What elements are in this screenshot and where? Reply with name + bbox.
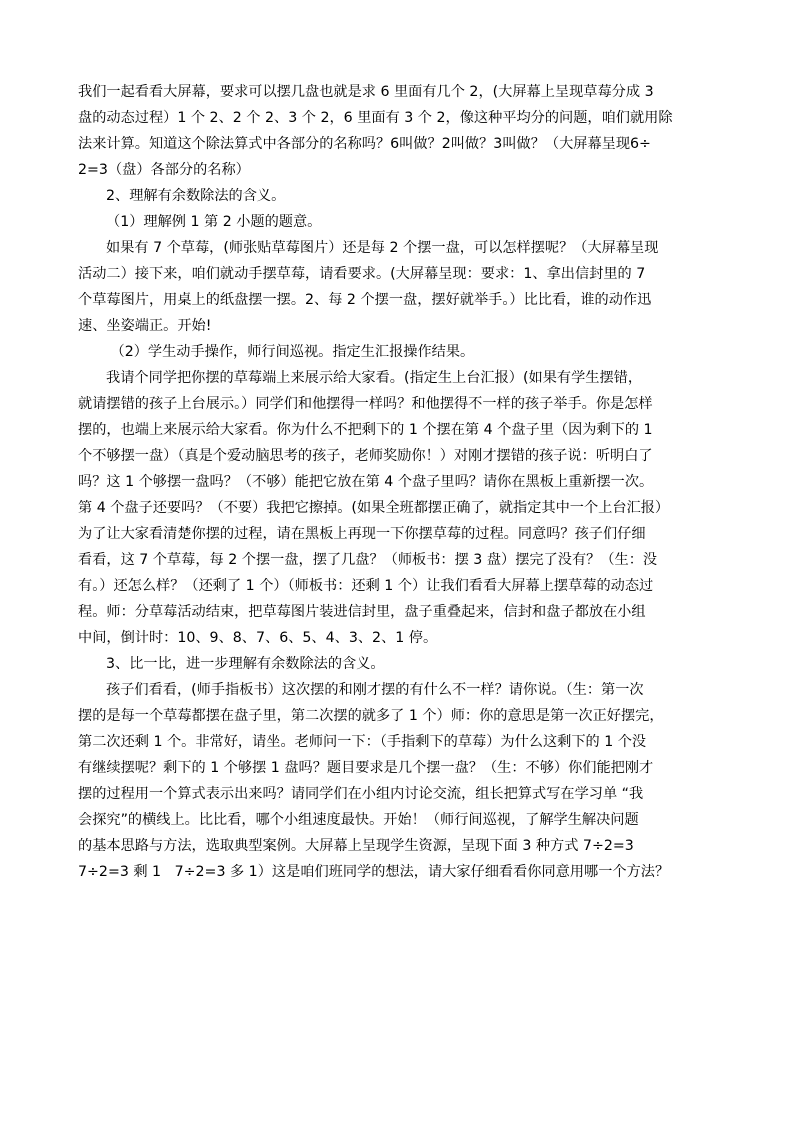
paragraph-line: 我请个同学把你摆的草莓端上来展示给大家看。(指定生上台汇报）(如果有学生摆错， [106, 370, 643, 386]
paragraph-line: 我们一起看看大屏幕，要求可以摆几盘也就是求 6 里面有几个 2，(大屏幕上呈现草莓分成 3 [78, 84, 654, 100]
paragraph-line: 第 4 个盘子还要吗？（不要）我把它擦掉。(如果全班都摆正确了，就指定其中一个上台汇报） [78, 500, 670, 516]
paragraph-line: 如果有 7 个草莓，(师张贴草莓图片）还是每 2 个摆一盘，可以怎样摆呢？（大屏幕呈现 [106, 240, 659, 256]
paragraph-line: 个草莓图片，用桌上的纸盘摆一摆。2、每 2 个摆一盘，摆好就举手。）比比看，谁的动作迅 [78, 292, 652, 308]
paragraph-line: 个不够摆一盘）（真是个爱动脑思考的孩子，老师奖励你！）对刚才摆错的孩子说：听明白了 [78, 448, 653, 464]
paragraph-line: 会探究”的横线上。比比看，哪个小组速度最快。开始！（师行间巡视，了解学生解决问题 [78, 812, 639, 828]
paragraph-line: 活动二）接下来，咱们就动手摆草莓，请看要求。(大屏幕呈现：要求：1、拿出信封里的 7 [78, 266, 646, 282]
paragraph-line: 3、比一比，进一步理解有余数除法的含义。 [106, 656, 385, 672]
paragraph-line: 就请摆错的孩子上台展示。）同学们和他摆得一样吗？和他摆得不一样的孩子举手。你是怎样 [78, 396, 653, 412]
paragraph-line: 摆的过程用一个算式表示出来吗？请同学们在小组内讨论交流，组长把算式写在学习单 “我 [78, 786, 644, 802]
paragraph-line: 的基本思路与方法，选取典型案例。大屏幕上呈现学生资源，呈现下面 3 种方式 7÷2=3 [78, 838, 634, 854]
paragraph-line: 2=3（盘）各部分的名称） [78, 162, 250, 178]
paragraph-line: 程。师：分草莓活动结束，把草莓图片装进信封里，盘子重叠起来，信封和盘子都放在小组 [78, 604, 646, 620]
paragraph-line: 吗？这 1 个够摆一盘吗？（不够）能把它放在第 4 个盘子里吗？请你在黑板上重新摆一次。 [78, 474, 654, 490]
paragraph-line: 7÷2=3 剩 1 7÷2=3 多 1）这是咱们班同学的想法，请大家仔细看看你同意用哪一个方法？ [78, 864, 670, 880]
paragraph-line: （1）理解例 1 第 2 小题的题意。 [106, 214, 322, 230]
paragraph-line: 摆的是每一个草莓都摆在盘子里，第二次摆的就多了 1 个）师：你的意思是第一次正好摆完， [78, 708, 664, 724]
paragraph-line: 法来计算。知道这个除法算式中各部分的名称吗？6叫做？2叫做？3叫做？（大屏幕呈现6÷ [78, 136, 651, 152]
paragraph-line: 为了让大家看清楚你摆的过程，请在黑板上再现一下你摆草莓的过程。同意吗？孩子们仔细 [78, 526, 646, 542]
paragraph-line: 摆的，也端上来展示给大家看。你为什么不把剩下的 1 个摆在第 4 个盘子里（因为剩下的 1 [78, 422, 653, 438]
paragraph-line: 速、坐姿端正。开始! [78, 318, 212, 334]
paragraph-line: 中间，倒计时：10、9、8、7、6、5、4、3、2、1 停。 [78, 630, 438, 646]
paragraph-line: （2）学生动手操作，师行间巡视。指定生汇报操作结果。 [106, 344, 475, 360]
paragraph-line: 第二次还剩 1 个。非常好，请坐。老师问一下：（手指剩下的草莓）为什么这剩下的 1 个没 [78, 734, 647, 750]
paragraph-line: 有。）还怎么样？（还剩了 1 个）（师板书：还剩 1 个）让我们看看大屏幕上摆草莓的动态过 [78, 578, 654, 594]
paragraph-line: 盘的动态过程）1 个 2、2 个 2、3 个 2，6 里面有 3 个 2，像这种平均分的问题，咱们就用除 [78, 110, 673, 126]
paragraph-line: 孩子们看看，(师手指板书）这次摆的和刚才摆的有什么不一样？请你说。（生：第一次 [106, 682, 644, 698]
paragraph-line: 看看，这 7 个草莓，每 2 个摆一盘，摆了几盘？（师板书：摆 3 盘）摆完了没有？（生：没 [78, 552, 658, 568]
paragraph-line: 有继续摆呢？剩下的 1 个够摆 1 盘吗？题目要求是几个摆一盘？（生：不够）你们能把刚才 [78, 760, 654, 776]
paragraph-line: 2、理解有余数除法的含义。 [106, 188, 286, 204]
